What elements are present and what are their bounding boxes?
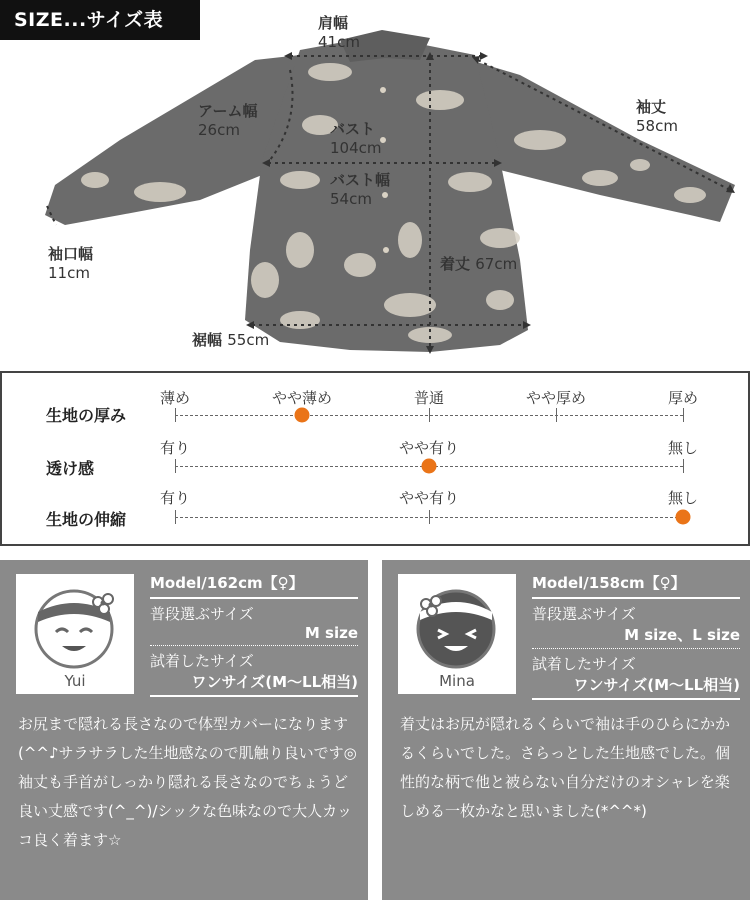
sleeve-dim-label: 袖丈	[636, 98, 667, 116]
thickness-name: 生地の厚み	[46, 406, 127, 425]
transparency-label-3: 無し	[667, 439, 699, 457]
fabric-properties-panel	[0, 371, 750, 546]
cuff-dim-label: 袖口幅	[48, 245, 94, 263]
hem-dim-value: 55cm	[227, 331, 270, 349]
avatar	[398, 574, 516, 694]
arm-dim	[198, 102, 258, 140]
stretch-label-3: 無し	[667, 489, 699, 507]
bust-width-dim-label: バスト幅	[330, 171, 391, 189]
stretch-tick	[429, 510, 430, 524]
shoulder-dim	[318, 14, 360, 52]
bust-dim-label: バスト	[330, 120, 376, 138]
thickness-label-4: やや厚め	[525, 389, 587, 407]
usual-size-label: 普段選ぶサイズ	[150, 605, 254, 623]
cuff-dim	[48, 245, 93, 283]
usual-size-value: M size	[150, 624, 358, 646]
size-chart-section	[0, 0, 750, 365]
size-title: SIZE...サイズ表	[0, 0, 200, 40]
thickness-tick	[175, 408, 176, 422]
avatar-name: Yui	[64, 672, 86, 690]
usual-size-label: 普段選ぶサイズ	[532, 605, 636, 623]
thickness-label-3: 普通	[413, 389, 445, 407]
bust-width-dim	[330, 171, 390, 209]
transparency-name: 透け感	[46, 459, 95, 478]
hem-dim	[192, 331, 269, 350]
arm-dim-value: 26cm	[198, 121, 240, 139]
transparency-label-2: やや有り	[398, 439, 460, 457]
thickness-tick	[683, 408, 684, 422]
sleeve-dim-value: 58cm	[636, 117, 678, 135]
tried-size-label: 試着したサイズ	[150, 652, 254, 670]
avatar-name: Mina	[439, 672, 475, 690]
stretch-tick	[175, 510, 176, 524]
length-dim-value: 67cm	[475, 255, 518, 273]
model-card-yui	[0, 560, 368, 900]
model-comment: 着丈はお尻が隠れるくらいで袖は手のひらにかかるくらいでした。さらっとした生地感でした。個性的な柄で他と被らない自分だけのオシャレを楽しめる一枚かなと思いました(*^^*)	[400, 715, 731, 820]
bust-width-dim-value: 54cm	[330, 190, 372, 208]
sleeve-dim	[636, 98, 678, 136]
model-height: Model/162cm【♀】	[150, 572, 358, 599]
bust-dim-value: 104cm	[330, 139, 382, 157]
avatar	[16, 574, 134, 694]
transparency-tick	[175, 459, 176, 473]
transparency-tick	[683, 459, 684, 473]
transparency-indicator	[422, 459, 437, 474]
thickness-indicator	[295, 408, 310, 423]
cuff-dim-value: 11cm	[48, 264, 90, 282]
model-info	[532, 572, 740, 700]
tried-size-value: ワンサイズ(M〜LL相当)	[532, 674, 740, 700]
length-dim	[440, 255, 517, 274]
smiling-face-icon	[16, 574, 134, 674]
tried-size-value: ワンサイズ(M〜LL相当)	[150, 671, 358, 697]
thickness-label-2: やや薄め	[271, 389, 333, 407]
shoulder-dim-label: 肩幅	[318, 14, 349, 32]
stretch-indicator	[676, 510, 691, 525]
stretch-name: 生地の伸縮	[46, 510, 127, 529]
thickness-tick	[429, 408, 430, 422]
hem-dim-label: 裾幅	[192, 331, 223, 349]
model-card-mina	[382, 560, 750, 900]
model-comment: お尻まで隠れる長さなので体型カバーになります(^^♪サラサラした生地感なので肌触り良いです◎袖丈も手首がしっかり隠れる長さなのでちょうど良い丈感です(^_^)/シックな色味なので大人カッコ良く着ます☆	[18, 715, 357, 849]
bust-dim	[330, 120, 382, 158]
shoulder-dim-value: 41cm	[318, 33, 360, 51]
thickness-label-5: 厚め	[667, 389, 699, 407]
model-info	[150, 572, 358, 697]
usual-size-value: M size、L size	[532, 624, 740, 649]
arm-dim-label: アーム幅	[198, 102, 258, 120]
tried-size-label: 試着したサイズ	[532, 655, 636, 673]
thickness-tick	[556, 408, 557, 422]
stretch-label-1: 有り	[159, 489, 191, 507]
model-height: Model/158cm【♀】	[532, 572, 740, 599]
length-dim-label: 着丈	[440, 255, 471, 273]
thickness-label-1: 薄め	[159, 389, 191, 407]
winking-face-icon	[398, 574, 516, 674]
stretch-label-2: やや有り	[398, 489, 460, 507]
transparency-label-1: 有り	[159, 439, 191, 457]
